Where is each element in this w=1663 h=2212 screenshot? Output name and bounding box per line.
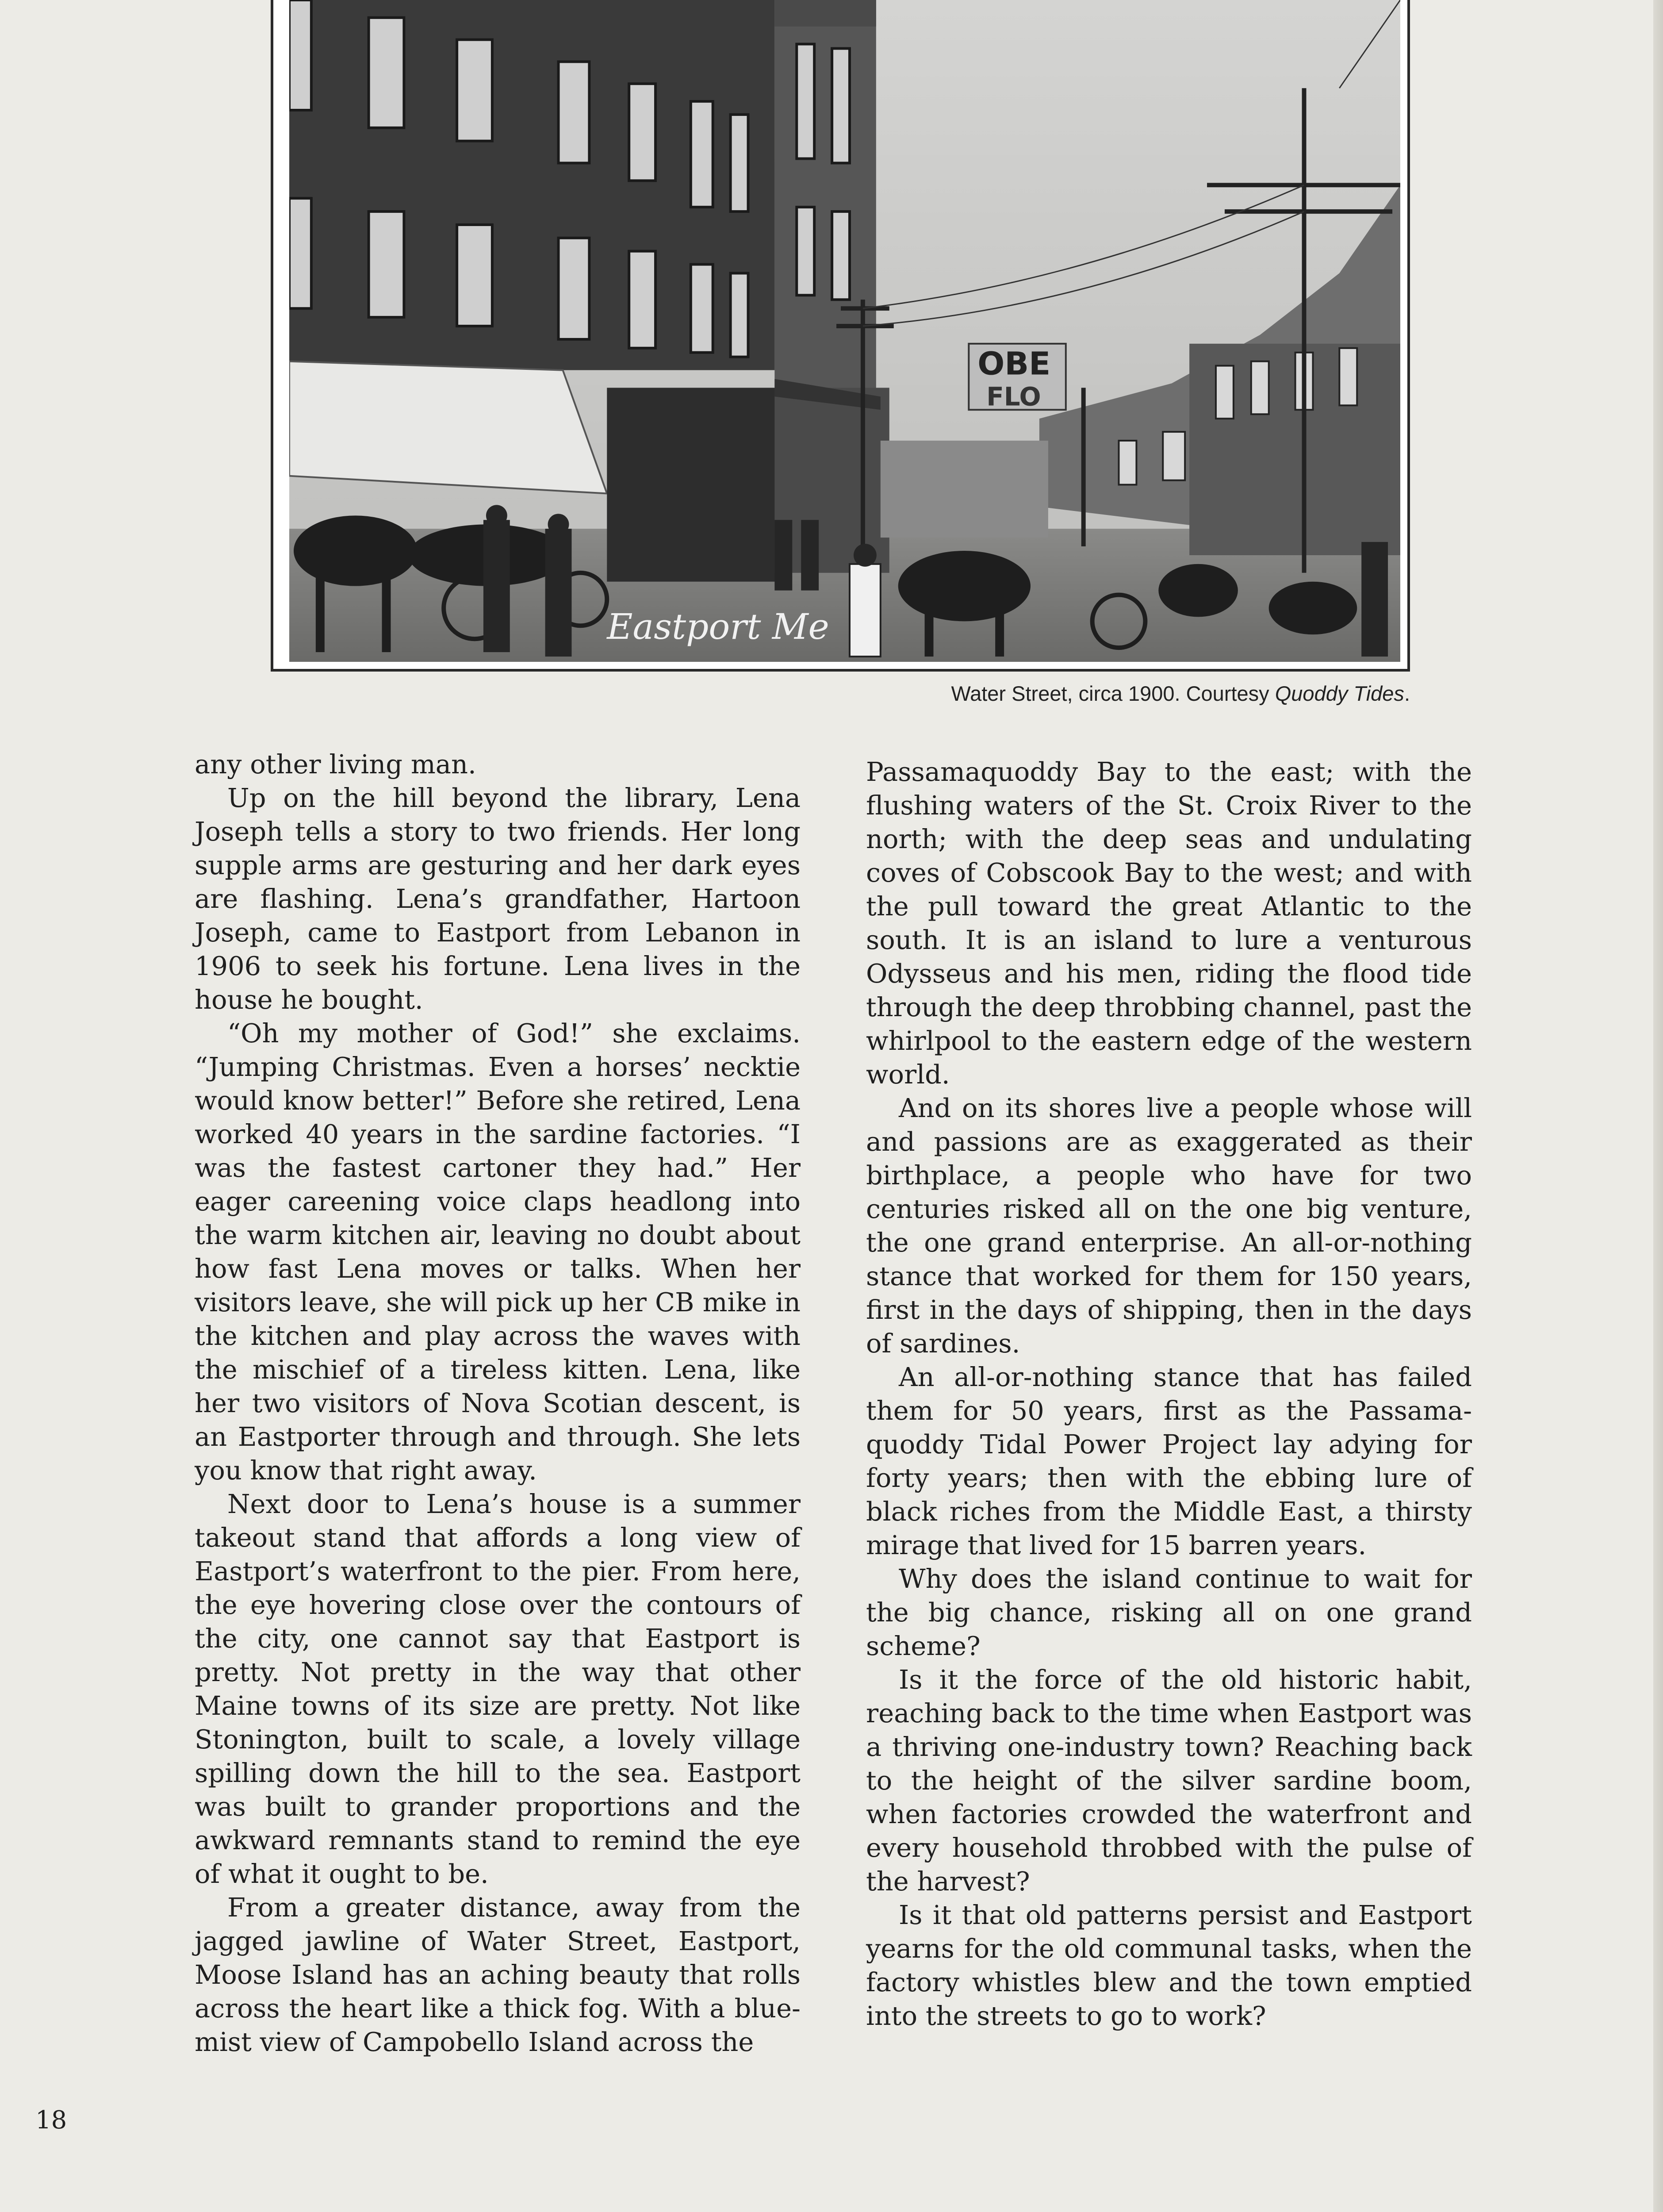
historic-photograph xyxy=(271,0,1410,672)
shop-awning xyxy=(289,361,607,494)
paragraph: An all-or-nothing stance that has failed them for 50 years, first as the Passamaquoddy Tidal Power Project lay adying for forty years; then with the ebbing lure of black riches from the Middle East, a thirsty mirage that lived for 15 barren years. xyxy=(866,1362,1472,1560)
paragraph: And on its shores live a people whose will and passions are as exaggerated as their birthplace, a people who have for two centuries risked all on the one big venture, the one grand enterprise. An all-or-nothing stance that worked for them for 150 years, first in the days of shipping, then in the days of sardines. xyxy=(866,1093,1472,1359)
right-text-column xyxy=(866,755,1472,2033)
paragraph: Is it that old patterns persist and Eastport yearns for the old communal tasks, when the factory whistles blew and the town emptied into the streets to go to work? xyxy=(866,1900,1472,2031)
paragraph: From a greater distance, away from the jagged jawline of Water Street, Eastport, Moose Island has an aching beauty that rolls across the heart like a thick fog. With a blue-mist view of Campobello Island across the xyxy=(195,1892,801,2057)
paragraph: Is it the force of the old historic habit, reaching back to the time when Eastport was a thriving one-industry town? Reaching back to the height of the silver sardine boom, when factories crowded the waterfront and every household throbbed with the pulse of the harvest? xyxy=(866,1664,1472,1897)
sign-text: OBE xyxy=(977,345,1051,382)
paragraph: Passamaquoddy Bay to the east; with the flushing waters of the St. Croix River to the north; with the deep seas and undulating coves of Cobscook Bay to the west; and with the pull toward the great Atlantic to the south. It is an island to lure a venturous Odysseus and his men, riding the flood tide through the deep throbbing channel, past the whirlpool to the eastern edge of the western world. xyxy=(866,757,1472,1090)
paragraph: Up on the hill beyond the library, Lena Joseph tells a story to two friends. Her long supple arms are gesturing and her dark eyes are flashing. Lena’s grandfather, Hartoon Joseph, came to Eastport from Lebanon in 1906 to seek his fortune. Lena lives in the house he bought. xyxy=(195,783,801,1015)
photo-caption xyxy=(761,681,1410,706)
paragraph: any other living man. xyxy=(195,749,476,780)
paragraph: “Oh my mother of God!” she exclaims. “Jumping Christmas. Even a horses’ necktie would know better!” Before she retired, Lena worked 40 years in the sardine factories. “I was the fastest cartoner they had.” Her eager careening voice claps headlong into the warm kitchen air, leaving no doubt about how fast Lena moves or talks. When her visitors leave, she will pick up her CB mike in the kitchen and play across the waves with the mischief of a tireless kitten. Lena, like her two visitors of Nova Scotian descent, is an Eastporter through and through. She lets you know that right away. xyxy=(195,1018,801,1486)
paragraph: Next door to Lena’s house is a summer takeout stand that affords a long view of Eastport’s waterfront to the pier. From here, the eye hovering close over the contours of the city, one cannot say that Eastport is pretty. Not pretty in the way that other Maine towns of its size are pretty. Not like Stonington, built to scale, a lovely village spilling down the hill to the sea. Eastport was built to grander proportions and the awkward remnants stand to remind the eye of what it ought to be. xyxy=(195,1489,801,1889)
sign-text-2: FLO xyxy=(986,381,1041,412)
water-street-photo xyxy=(289,0,1400,662)
caption-end: . xyxy=(1404,682,1410,705)
caption-text: Water Street, circa 1900. Courtesy xyxy=(951,682,1275,705)
photo-handwriting: Eastport Me xyxy=(607,606,829,648)
caption-source: Quoddy Tides xyxy=(1275,682,1404,705)
left-text-column xyxy=(195,748,801,2059)
page-number: 18 xyxy=(35,2106,67,2135)
paragraph: Why does the island continue to wait for the big chance, risking all on one grand scheme? xyxy=(866,1563,1472,1661)
page-edge xyxy=(1653,0,1663,2212)
